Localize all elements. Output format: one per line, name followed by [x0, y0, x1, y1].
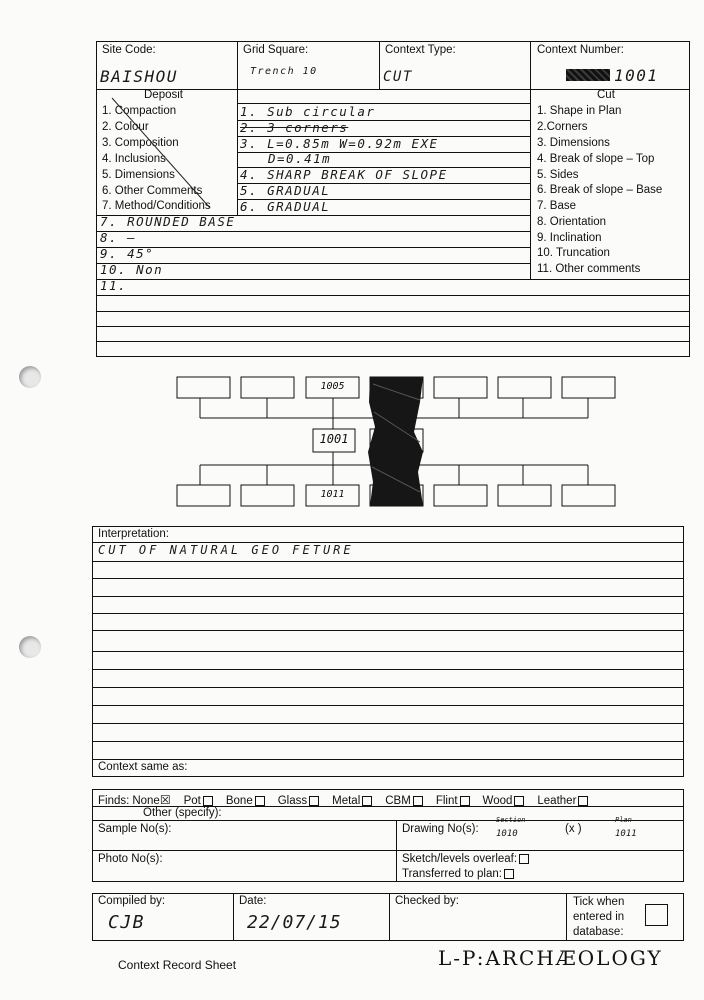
find-wood[interactable]: Wood: [483, 795, 525, 807]
database-tick-box[interactable]: [645, 904, 668, 926]
entry-other[interactable]: 11.: [100, 278, 128, 293]
context-type-label: Context Type:: [385, 44, 456, 56]
entry-break-base[interactable]: 6. GRADUAL: [240, 199, 331, 214]
finds-label: Finds:: [98, 795, 130, 807]
compiled-by-label: Compiled by:: [98, 895, 166, 907]
matrix-above-context: 1005: [307, 378, 358, 396]
photo-label: Photo No(s):: [98, 853, 163, 865]
deposit-item: 3. Composition: [102, 137, 179, 149]
date-value[interactable]: 22/07/15: [247, 912, 342, 933]
context-number-label: Context Number:: [537, 44, 624, 56]
grid-square-label: Grid Square:: [243, 44, 309, 56]
drawing-label: Drawing No(s):: [402, 823, 479, 835]
drawing-x: (x ): [565, 823, 582, 835]
punch-hole-top: [19, 366, 41, 388]
cut-item: 9. Inclination: [537, 232, 602, 244]
entry-truncation[interactable]: 10. Non: [100, 262, 164, 277]
cut-item: 4. Break of slope – Top: [537, 153, 655, 165]
entry-inclination[interactable]: 9. 45°: [100, 246, 155, 261]
find-pot[interactable]: Pot: [184, 795, 213, 807]
drawing-plan-number[interactable]: 1011: [615, 829, 637, 839]
find-bone[interactable]: Bone: [226, 795, 265, 807]
date-label: Date:: [239, 895, 267, 907]
cut-item: 1. Shape in Plan: [537, 105, 622, 117]
entry-orientation[interactable]: 8. —: [100, 230, 137, 245]
deposit-item: 6. Other Comments: [102, 185, 203, 197]
site-code-label: Site Code:: [102, 44, 156, 56]
cut-item: 8. Orientation: [537, 216, 607, 228]
stratigraphic-matrix: [170, 372, 620, 512]
matrix-below-context: 1011: [307, 486, 358, 504]
deposit-item: 5. Dimensions: [102, 169, 175, 181]
cut-heading: Cut: [597, 89, 615, 101]
context-type-value[interactable]: CUT: [383, 69, 413, 85]
entry-dimensions[interactable]: 3. L=0.85m W=0.92m EXE: [240, 136, 439, 151]
entry-sides[interactable]: 5. GRADUAL: [240, 183, 331, 198]
grid-square-value[interactable]: Trench 10: [250, 66, 318, 77]
context-number-value[interactable]: 1001: [614, 66, 659, 85]
punch-hole-bottom: [19, 636, 41, 658]
find-metal[interactable]: Metal: [332, 795, 372, 807]
drawing-plan-tag: Plan: [615, 816, 632, 824]
interpretation-label: Interpretation:: [98, 528, 169, 540]
find-leather[interactable]: Leather: [537, 795, 588, 807]
checked-by-label: Checked by:: [395, 895, 459, 907]
brand-logo: L-P:ARCHÆOLOGY: [438, 946, 663, 970]
cut-item: 2.Corners: [537, 121, 588, 133]
drawing-section-tag: Section: [496, 816, 526, 824]
entry-shape[interactable]: 1. Sub circular: [240, 104, 376, 119]
entry-depth[interactable]: D=0.41m: [268, 151, 332, 166]
matrix-current-context: 1001: [314, 430, 354, 448]
sheet-title: Context Record Sheet: [118, 958, 237, 972]
entry-corners[interactable]: 2. 3 corners: [240, 120, 349, 135]
entry-base[interactable]: 7. ROUNDED BASE: [100, 214, 236, 229]
cut-item: 7. Base: [537, 200, 576, 212]
entry-break-top[interactable]: 4. SHARP BREAK OF SLOPE: [240, 167, 448, 182]
cut-item: 11. Other comments: [537, 263, 641, 275]
cut-item: 10. Truncation: [537, 247, 610, 259]
redacted-mark: [566, 69, 610, 81]
deposit-item: 4. Inclusions: [102, 153, 166, 165]
sketch-levels-field[interactable]: Sketch/levels overleaf:: [402, 853, 529, 865]
find-cbm[interactable]: CBM: [385, 795, 423, 807]
strike-through-line: [110, 96, 220, 214]
other-specify-label: Other (specify):: [143, 807, 222, 819]
find-none[interactable]: None☒: [132, 793, 171, 807]
tick-when-label: Tick when entered in database:: [573, 896, 625, 938]
drawing-section-number[interactable]: 1010: [496, 829, 518, 839]
deposit-item: 7. Method/Conditions: [102, 200, 211, 212]
sample-label: Sample No(s):: [98, 823, 172, 835]
deposit-heading: Deposit: [144, 89, 183, 101]
deposit-item: 2. Colour: [102, 121, 149, 133]
cut-item: 5. Sides: [537, 169, 579, 181]
find-flint[interactable]: Flint: [436, 795, 470, 807]
find-glass[interactable]: Glass: [278, 795, 319, 807]
site-code-value[interactable]: BAISHOU: [100, 67, 178, 86]
interpretation-value[interactable]: CUT OF NATURAL GEO FETURE: [98, 543, 354, 557]
deposit-item: 1. Compaction: [102, 105, 177, 117]
context-same-as-label: Context same as:: [98, 761, 188, 773]
cut-item: 6. Break of slope – Base: [537, 184, 663, 196]
compiled-by-value[interactable]: CJB: [108, 912, 146, 933]
cut-item: 3. Dimensions: [537, 137, 610, 149]
transferred-field[interactable]: Transferred to plan:: [402, 868, 514, 880]
